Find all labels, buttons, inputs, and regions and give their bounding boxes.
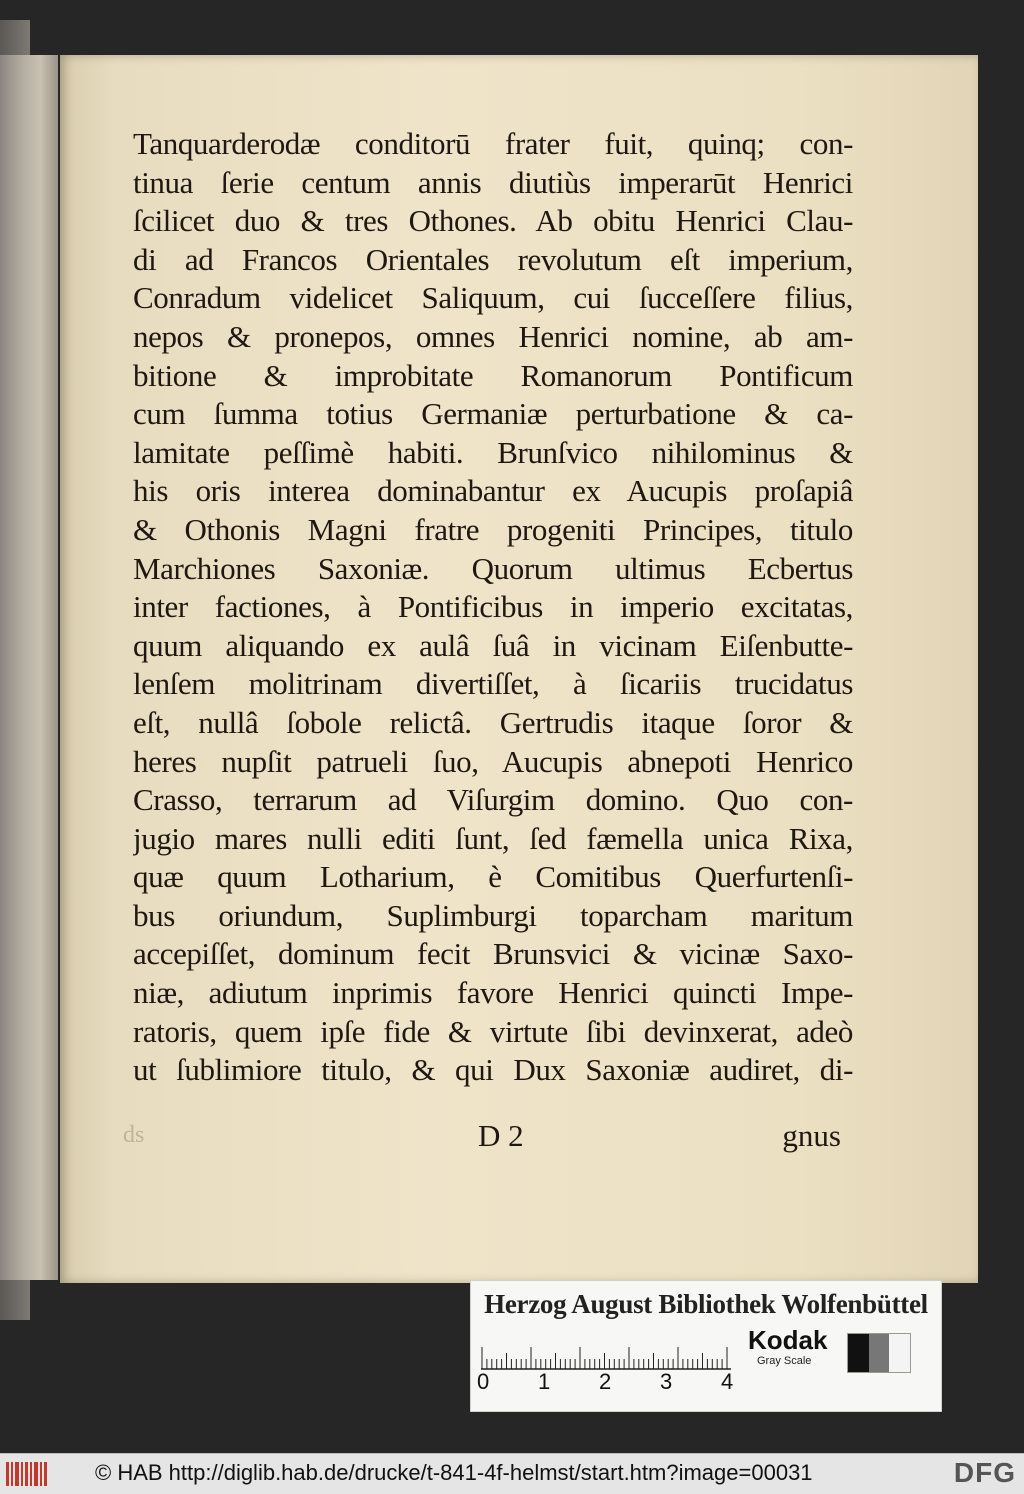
text-line: & Othonis Magni fratre progeniti Principes, titulo [133, 511, 853, 547]
text-line: lenſem molitrinam divertiſſet, à ſicariis trucidatus [133, 666, 853, 702]
page-footer [123, 1118, 853, 1158]
facing-page-edge [0, 55, 58, 1280]
text-line: bus oriundum, Suplimburgi toparcham maritum [133, 897, 853, 933]
kodak-brand: Kodak [748, 1325, 828, 1355]
text-line: lamitate peſſimè habiti. Brunſvico nihilominus & [133, 434, 853, 470]
swatch-white [889, 1334, 910, 1372]
barcode-icon [6, 1460, 50, 1488]
text-line: quum aliquando ex aulâ ſuâ in vicinam Eiſenbutte- [133, 627, 853, 663]
ruler-number: 1 [538, 1369, 551, 1394]
swatch-black [848, 1334, 869, 1372]
text-line: di ad Francos Orientales revolutum eſt imperium, [133, 241, 853, 277]
text-line: nepos & pronepos, omnes Henrici nomine, ab am- [133, 318, 853, 354]
text-line: Conradum videlicet Saliquum, cui ſucceſſere filius, [133, 280, 853, 316]
text-line: Marchiones Saxoniæ. Quorum ultimus Ecbertus [133, 550, 853, 586]
gray-swatches [847, 1333, 911, 1373]
catchword: gnus [782, 1118, 841, 1153]
text-line: jugio mares nulli editi ſunt, ſed fæmella unica Rixa, [133, 820, 853, 856]
ruler-numbers [477, 1369, 737, 1399]
text-line: eſt, nullâ ſobole relictâ. Gertrudis itaque ſoror & [133, 704, 853, 740]
text-line: Crasso, terrarum ad Viſurgim domino. Quo con- [133, 782, 853, 818]
viewer-footer-bar [0, 1453, 1024, 1494]
text-line: inter factiones, à Pontificibus in imperio excitatas, [133, 589, 853, 625]
text-line: quæ quum Lotharium, è Comitibus Querfurtenſi- [133, 859, 853, 895]
dfg-logo: DFG [953, 1457, 1016, 1488]
text-line: niæ, adiutum inprimis favore Henrici quincti Impe- [133, 975, 853, 1011]
ruler-number: 4 [721, 1369, 734, 1394]
text-line: Tanquarderodæ conditorū frater fuit, quinq; con- [133, 126, 853, 161]
ruler-scale [481, 1333, 731, 1371]
text-line: ratoris, quem ipſe fide & virtute ſibi devinxerat, adeò [133, 1013, 853, 1049]
text-line: accepiſſet, dominum fecit Brunsvici & vicinæ Saxo- [133, 936, 853, 972]
text-line: bitione & improbitate Romanorum Pontificum [133, 357, 853, 393]
gray-scale-label: Gray Scale [757, 1355, 812, 1367]
signature-mark: D 2 [478, 1118, 524, 1153]
ruler-number: 0 [477, 1369, 490, 1394]
text-line: tinua ſerie centum annis diutiùs imperarūt Henrici [133, 164, 853, 200]
swatch-gray [869, 1334, 890, 1372]
page-text-block [133, 125, 853, 1090]
library-color-card [470, 1280, 942, 1412]
bleed-through-text: ds [123, 1122, 145, 1148]
text-line: cum ſumma totius Germaniæ perturbatione & ca- [133, 396, 853, 432]
text-line: ſcilicet duo & tres Othones. Ab obitu Henrici Clau- [133, 203, 853, 239]
text-line: ut ſublimiore titulo, & qui Dux Saxoniæ audiret, di- [133, 1052, 853, 1088]
library-name: Herzog August Bibliothek Wolfenbüttel [484, 1289, 928, 1319]
text-line: his oris interea dominabantur ex Aucupis proſapiâ [133, 473, 853, 509]
ruler-number: 3 [660, 1369, 673, 1394]
permalink[interactable]: © HAB http://diglib.hab.de/drucke/t-841-4f-helmst/start.htm?image=00031 [95, 1460, 813, 1485]
ruler-number: 2 [599, 1369, 612, 1394]
text-line: heres nupſit patrueli ſuo, Aucupis abnepoti Henrico [133, 743, 853, 779]
